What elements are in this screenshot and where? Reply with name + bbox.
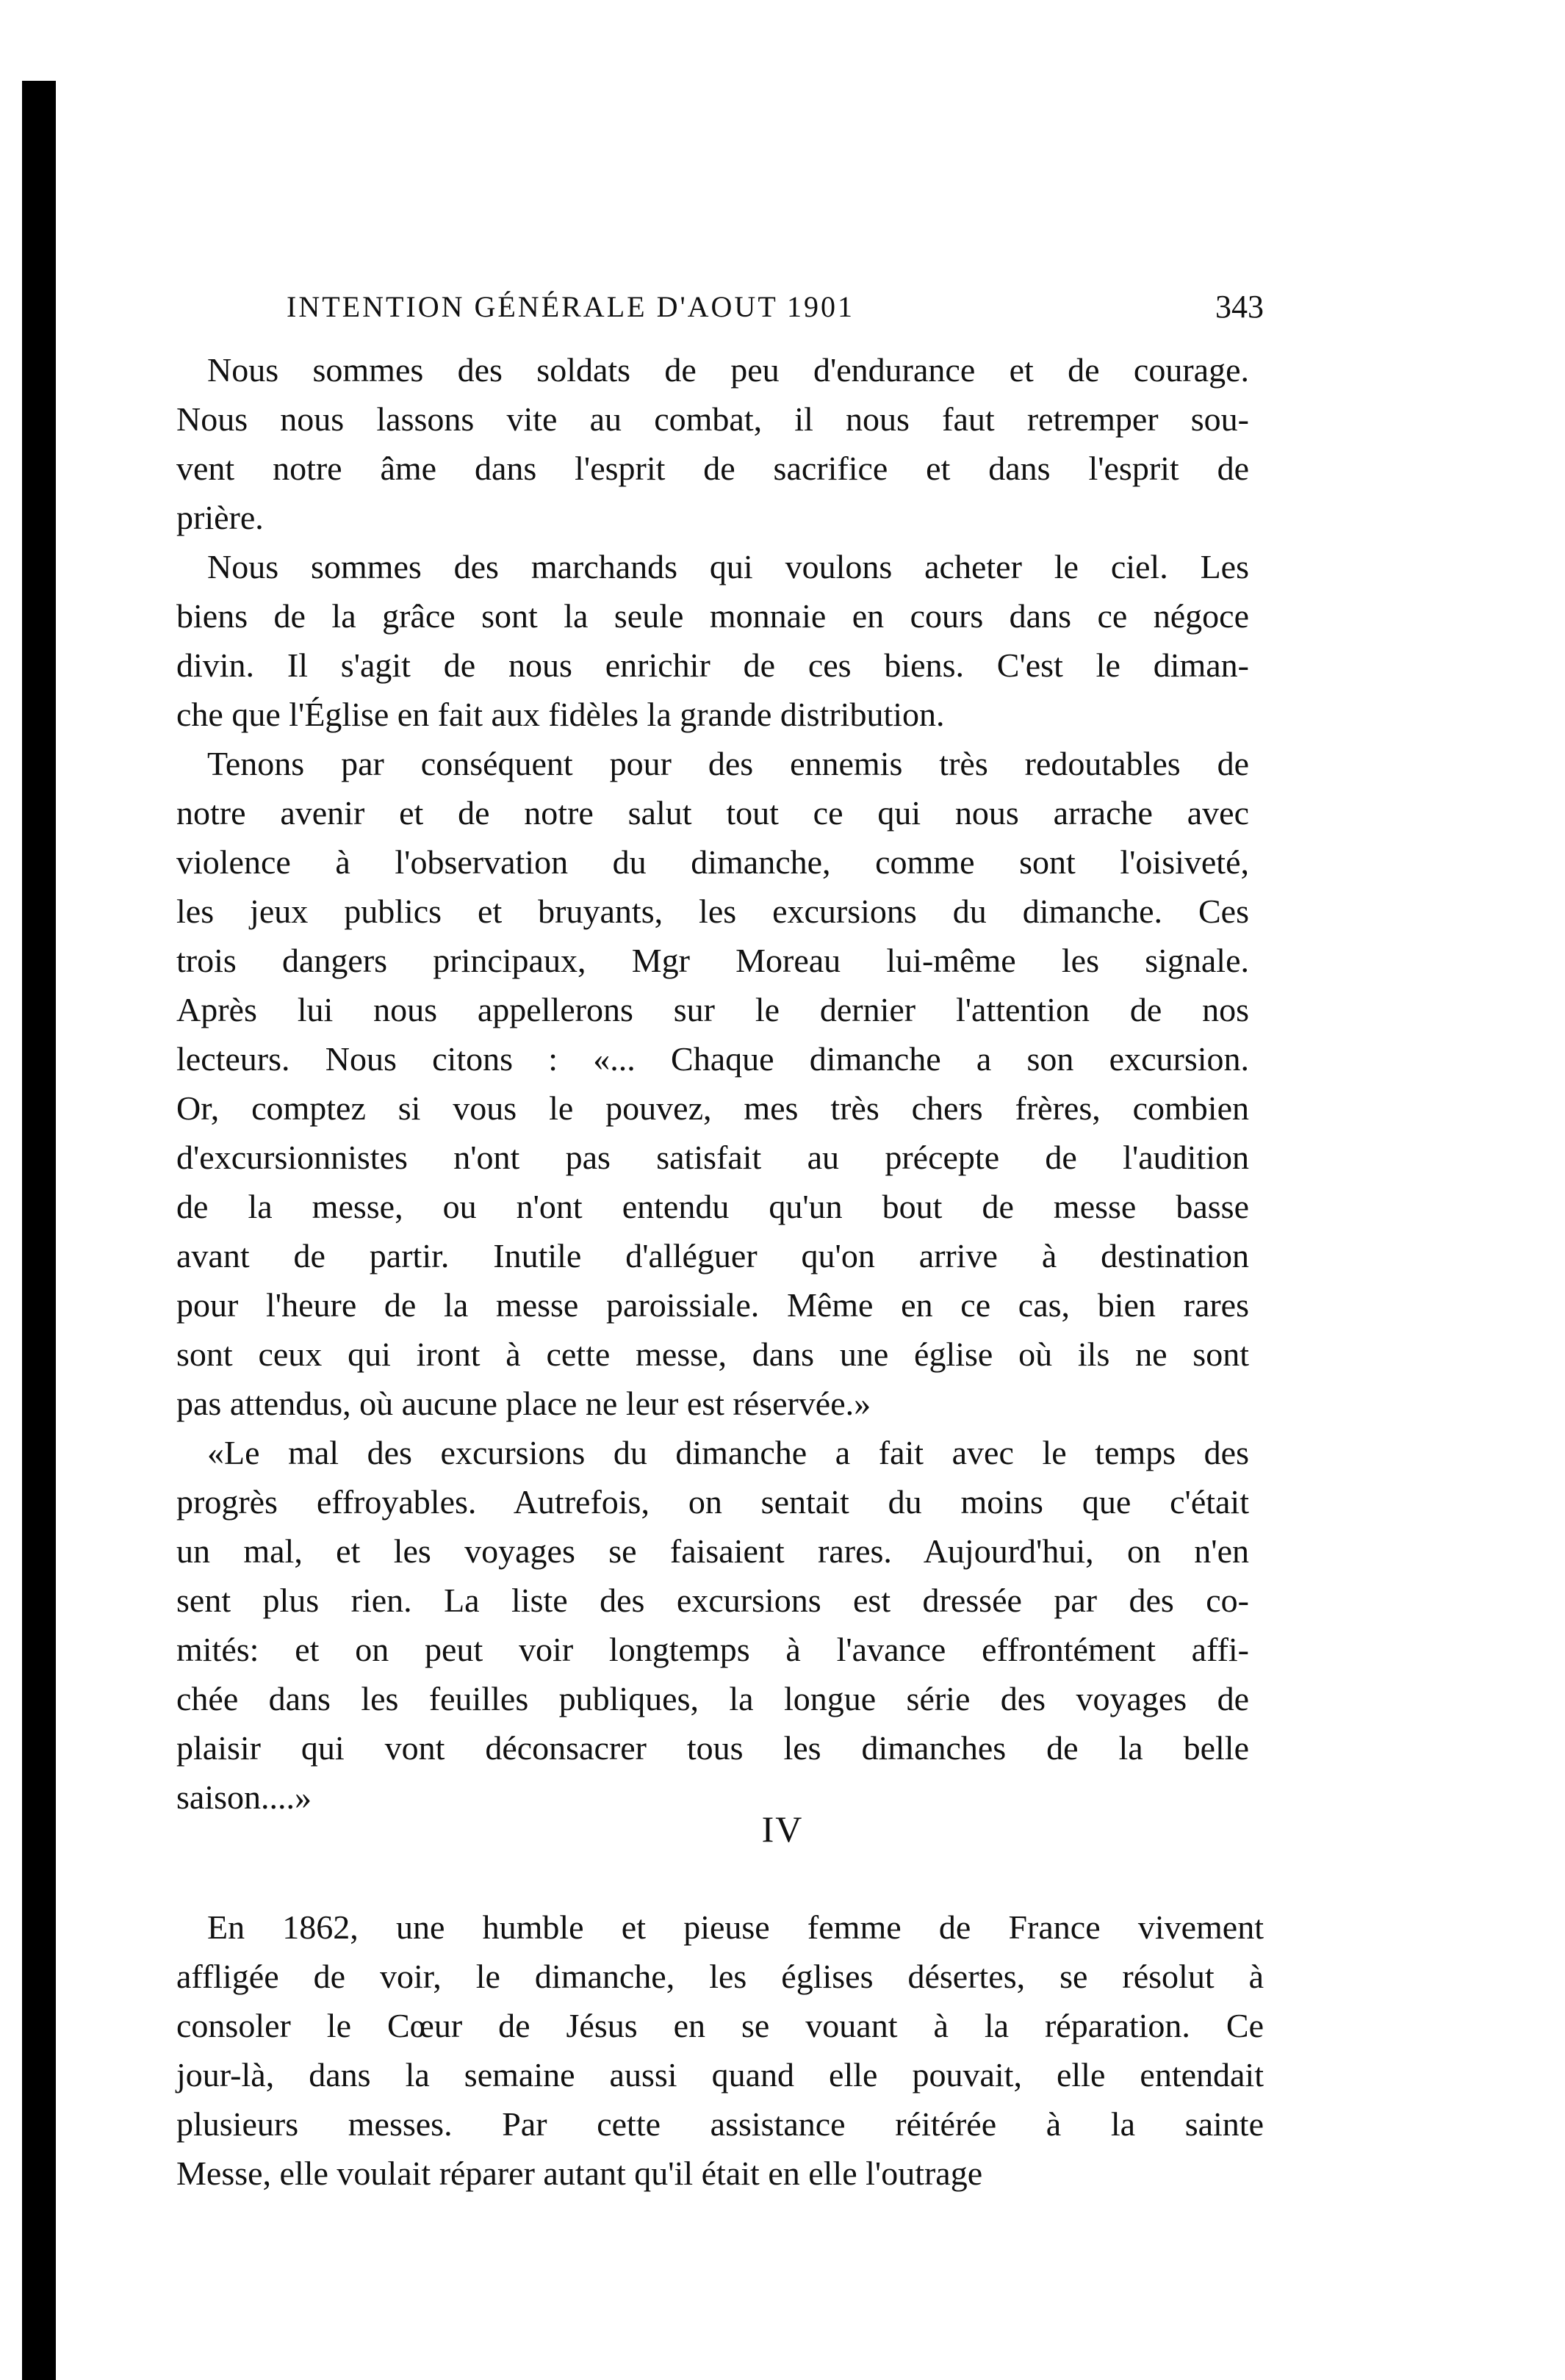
running-title: INTENTION GÉNÉRALE D'AOUT 1901 — [287, 290, 855, 323]
text-line: saison....» — [176, 1778, 312, 1816]
text-line: Après lui nous appellerons sur le dernier l'attention de nos — [176, 991, 1249, 1028]
text-line: affligée de voir, le dimanche, les églises désertes, se résolut à — [176, 1958, 1264, 1995]
paragraph — [176, 345, 1249, 542]
page-header — [287, 285, 1264, 329]
text-line: plusieurs messes. Par cette assistance réitérée à la sainte — [176, 2105, 1264, 2143]
text-line: consoler le Cœur de Jésus en se vouant à la réparation. Ce — [176, 2007, 1264, 2044]
text-line: prière. — [176, 499, 264, 536]
text-line: notre avenir et de notre salut tout ce qui nous arrache avec — [176, 794, 1249, 832]
text-line: lecteurs. Nous citons : «... Chaque dimanche a son excursion. — [176, 1040, 1249, 1078]
page-number: 343 — [1215, 289, 1264, 325]
text-line: progrès effroyables. Autrefois, on sentait du moins que c'était — [176, 1483, 1249, 1521]
text-line: avant de partir. Inutile d'alléguer qu'on arrive à destination — [176, 1237, 1249, 1274]
text-line: divin. Il s'agit de nous enrichir de ces biens. C'est le diman- — [176, 646, 1249, 684]
text-line: chée dans les feuilles publiques, la longue série des voyages de — [176, 1680, 1249, 1717]
paragraph — [176, 739, 1249, 1428]
paragraph — [176, 542, 1249, 739]
text-line: mités: et on peut voir longtemps à l'avance effrontément affi- — [176, 1631, 1249, 1668]
text-line: jour-là, dans la semaine aussi quand elle pouvait, elle entendait — [176, 2056, 1264, 2094]
text-line: sent plus rien. La liste des excursions est dressée par des co- — [176, 1582, 1249, 1619]
binding-edge-shadow — [22, 81, 56, 2380]
text-line: pas attendus, où aucune place ne leur est réservée.» — [176, 1385, 871, 1422]
text-line: Nous sommes des soldats de peu d'endurance et de courage. — [207, 351, 1249, 389]
body-text-upper — [176, 345, 1249, 1822]
text-line: pour l'heure de la messe paroissiale. Même en ce cas, bien rares — [176, 1286, 1249, 1324]
text-line: Tenons par conséquent pour des ennemis très redoutables de — [207, 745, 1249, 782]
text-line: violence à l'observation du dimanche, comme sont l'oisiveté, — [176, 843, 1249, 881]
text-line: un mal, et les voyages se faisaient rares. Aujourd'hui, on n'en — [176, 1532, 1249, 1570]
text-line: trois dangers principaux, Mgr Moreau lui-même les signale. — [176, 942, 1249, 979]
text-line: de la messe, ou n'ont entendu qu'un bout de messe basse — [176, 1188, 1249, 1225]
text-line: vent notre âme dans l'esprit de sacrifice et dans l'esprit de — [176, 450, 1249, 487]
text-line: plaisir qui vont déconsacrer tous les dimanches de la belle — [176, 1729, 1249, 1767]
text-line: d'excursionnistes n'ont pas satisfait au précepte de l'audition — [176, 1139, 1249, 1176]
text-line: les jeux publics et bruyants, les excursions du dimanche. Ces — [176, 892, 1249, 930]
section-heading: IV — [761, 1809, 804, 1850]
paragraph — [176, 1428, 1249, 1822]
body-text-lower — [176, 1903, 1264, 2198]
text-line: che que l'Église en fait aux fidèles la grande distribution. — [176, 696, 945, 733]
paragraph — [176, 1903, 1264, 2198]
text-line: biens de la grâce sont la seule monnaie en cours dans ce négoce — [176, 597, 1249, 635]
text-line: «Le mal des excursions du dimanche a fait avec le temps des — [207, 1434, 1249, 1471]
text-line: Messe, elle voulait réparer autant qu'il était en elle l'outrage — [176, 2154, 983, 2192]
text-line: En 1862, une humble et pieuse femme de France vivement — [207, 1908, 1264, 1946]
text-line: sont ceux qui iront à cette messe, dans une église où ils ne sont — [176, 1335, 1249, 1373]
text-line: Nous sommes des marchands qui voulons acheter le ciel. Les — [207, 548, 1249, 585]
text-line: Or, comptez si vous le pouvez, mes très chers frères, combien — [176, 1089, 1249, 1127]
text-line: Nous nous lassons vite au combat, il nous faut retremper sou- — [176, 400, 1249, 438]
